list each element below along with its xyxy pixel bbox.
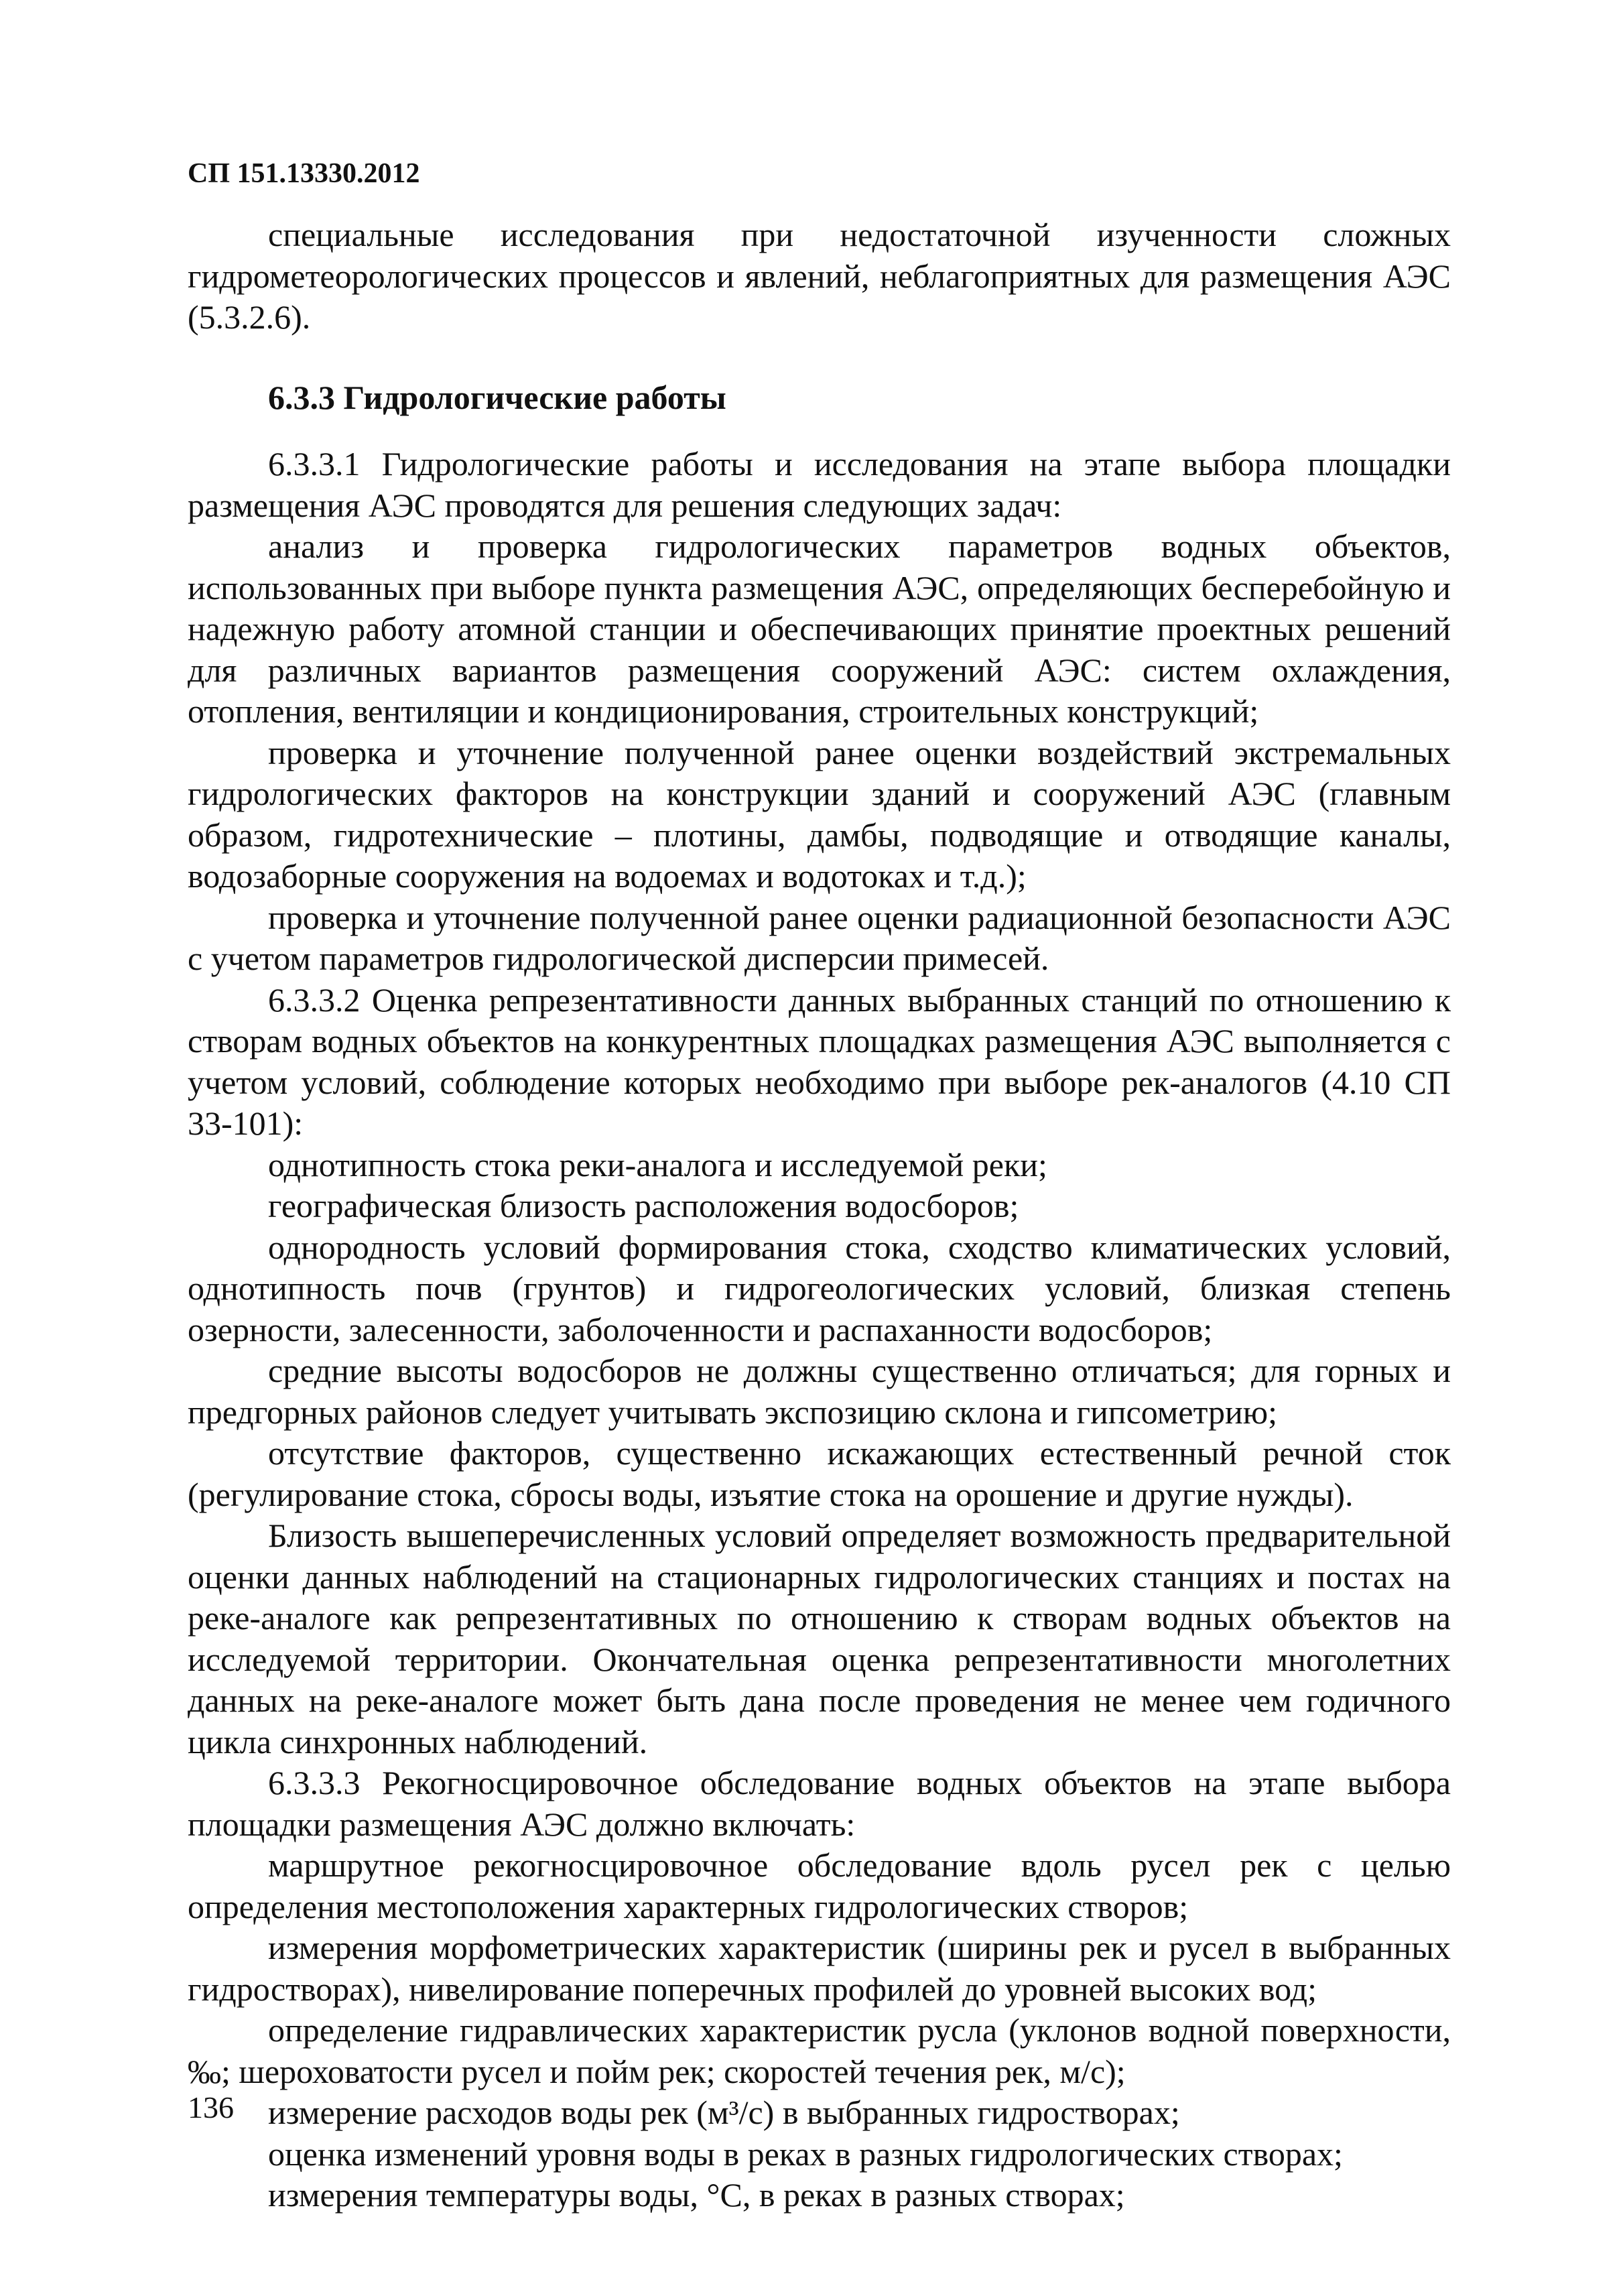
page-number: 136 (188, 2090, 234, 2124)
list-item: измерение расходов воды рек (м³/с) в выбранных гидростворах; (268, 2094, 1180, 2131)
list-item: отсутствие факторов, существенно искажающих естественный речной сток (регулирование стока, сбросы воды, изъятие стока на орошение и другие нужды). (188, 1434, 1451, 1513)
paragraph: 6.3.3.1 Гидрологические работы и исследования на этапе выбора площадки размещения АЭС проводятся для решения следующих задач: (188, 445, 1451, 524)
paragraph: Близость вышеперечисленных условий определяет возможность предварительной оценки данных наблюдений на стационарных гидрологических станциях и постах на реке-аналоге как репрезентативных по отношению к створам водных объектов на исследуемой территории. Окончательная оценка репрезентативности многолетних данных на реке-аналоге может быть дана после проведения не менее чем годичного цикла синхронных наблюдений. (188, 1517, 1451, 1761)
document-code-header: СП 151.13330.2012 (188, 158, 420, 189)
body-text (188, 214, 1451, 2216)
list-item: анализ и проверка гидрологических параметров водных объектов, использованных при выборе пункта размещения АЭС, определяющих бесперебойную и надежную работу атомной станции и обеспечивающих принятие проектных решений для различных вариантов размещения сооружений АЭС: систем охлаждения, отопления, вентиляции и кондиционирования, строительных конструкций; (188, 527, 1451, 730)
list-item: проверка и уточнение полученной ранее оценки воздействий экстремальных гидрологических факторов на конструкции зданий и сооружений АЭС (главным образом, гидротехнические – плотины, дамбы, подводящие и отводящие каналы, водозаборные сооружения на водоемах и водотоках и т.д.); (188, 733, 1451, 895)
list-item: средние высоты водосборов не должны существенно отличаться; для горных и предгорных районов следует учитывать экспозицию склона и гипсометрию; (188, 1352, 1451, 1431)
paragraph: 6.3.3.2 Оценка репрезентативности данных выбранных станций по отношению к створам водных объектов на конкурентных площадках размещения АЭС выполняется с учетом условий, соблюдение которых необходимо при выборе рек-аналогов (4.10 СП 33-101): (188, 980, 1451, 1142)
section-heading: 6.3.3 Гидрологические работы (268, 378, 726, 416)
list-item: измерения морфометрических характеристик (ширины рек и русел в выбранных гидростворах), нивелирование поперечных профилей до уровней высоких вод; (188, 1929, 1451, 2008)
list-item: однотипность стока реки-аналога и исследуемой реки; (268, 1145, 1047, 1184)
list-item: измерения температуры воды, °С, в реках в разных створах; (268, 2176, 1125, 2214)
list-item: определение гидравлических характеристик русла (уклонов водной поверхности, ‰; шероховатости русел и пойм рек; скоростей течения рек, м/с); (188, 2011, 1451, 2090)
list-item: оценка изменений уровня воды в реках в разных гидрологических створах; (268, 2134, 1343, 2173)
list-item: географическая близость расположения водосборов; (268, 1187, 1019, 1224)
paragraph: специальные исследования при недостаточной изученности сложных гидрометеорологических процессов и явлений, неблагоприятных для размещения АЭС (5.3.2.6). (188, 216, 1451, 336)
list-item: однородность условий формирования стока, сходство климатических условий, однотипность почв (грунтов) и гидрогеологических условий, близкая степень озерности, залесенности, заболоченности и распаханности водосборов; (188, 1228, 1451, 1348)
list-item: маршрутное рекогносцировочное обследование вдоль русел рек с целью определения местоположения характерных гидрологических створов; (188, 1846, 1451, 1925)
list-item: проверка и уточнение полученной ранее оценки радиационной безопасности АЭС с учетом параметров гидрологической дисперсии примесей. (188, 898, 1451, 977)
paragraph: 6.3.3.3 Рекогносцировочное обследование водных объектов на этапе выбора площадки размещения АЭС должно включать: (188, 1764, 1451, 1843)
